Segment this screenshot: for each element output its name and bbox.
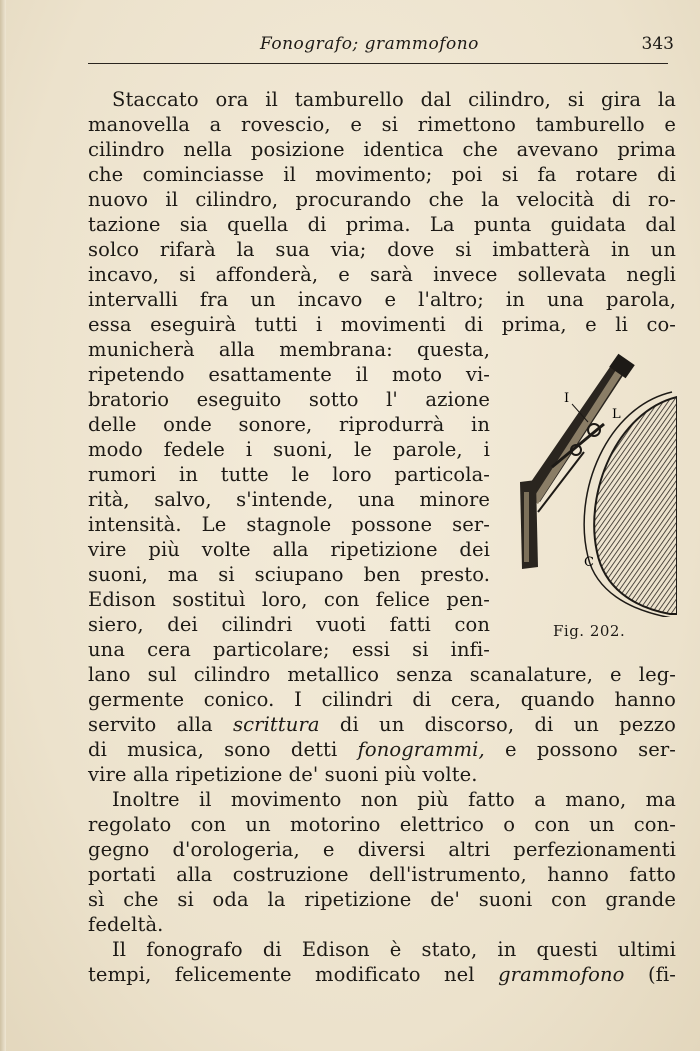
text-line: Inoltre il movimento non più fatto a mano, ma: [112, 788, 676, 811]
text-line: cilindro nella posizione identica che avevano prima: [88, 138, 676, 161]
text-line: servito alla scrittura di un discorso, di un pezzo: [88, 713, 676, 736]
text-line: fedeltà.: [88, 913, 164, 936]
text-line: una cera particolare; essi si infi-: [88, 638, 490, 661]
text-line: Staccato ora il tamburello dal cilindro, si gira la: [112, 88, 676, 111]
text-line: regolato con un motorino elettrico o con un con-: [88, 813, 676, 836]
text-line: vire più volte alla ripetizione dei: [88, 538, 490, 561]
text-line: delle onde sonore, riprodurrà in: [88, 413, 490, 436]
text-line: intervalli fra un incavo e l'altro; in una parola,: [88, 288, 676, 311]
phonograph-stylus-illustration: [512, 352, 677, 617]
text-line: Il fonografo di Edison è stato, in questi ultimi: [112, 938, 676, 961]
text-line: essa eseguirà tutti i movimenti di prima, e li co-: [88, 313, 676, 336]
text-line: intensità. Le stagnole possone ser-: [88, 513, 490, 536]
figure-label-i: I: [564, 391, 570, 406]
text-line: gegno d'orologeria, e diversi altri perfezionamenti: [88, 838, 676, 861]
figure-caption: Fig. 202.: [553, 622, 626, 640]
figure-label-l: L: [612, 407, 621, 422]
text-line: suoni, ma si sciupano ben presto.: [88, 563, 490, 586]
text-line: germente conico. I cilindri di cera, quando hanno: [88, 688, 676, 711]
text-line: portati alla costruzione dell'istrumento, hanno fatto: [88, 863, 676, 886]
page-edge: [0, 0, 6, 1051]
text-line: bratorio eseguito sotto l' azione: [88, 388, 490, 411]
text-line: sì che si oda la ripetizione de' suoni con grande: [88, 888, 676, 911]
text-line: di musica, sono detti fonogrammi, e possono ser-: [88, 738, 677, 761]
text-line: lano sul cilindro metallico senza scanalature, e leg-: [88, 663, 676, 686]
text-line: rumori in tutte le loro particola-: [88, 463, 490, 486]
text-line: nuovo il cilindro, procurando che la velocità di ro-: [88, 188, 676, 211]
text-line: incavo, si affonderà, e sarà invece sollevata negli: [88, 263, 676, 286]
running-title: Fonografo; grammofono: [260, 34, 479, 54]
text-line: municherà alla membrana: questa,: [88, 338, 490, 361]
phonograph-stylus-figure: [512, 352, 677, 617]
running-head: [88, 34, 678, 58]
text-line: tempi, felicemente modificato nel grammofono (fi-: [88, 963, 676, 986]
text-line: siero, dei cilindri vuoti fatti con: [88, 613, 490, 636]
text-line: rità, salvo, s'intende, una minore: [88, 488, 490, 511]
text-line: modo fedele i suoni, le parole, i: [88, 438, 490, 461]
figure-label-c: C: [584, 555, 594, 570]
page-number: 343: [641, 34, 674, 54]
text-line: ripetendo esattamente il moto vi-: [88, 363, 490, 386]
text-line: manovella a rovescio, e si rimettono tamburello e: [88, 113, 676, 136]
text-line: solco rifarà la sua via; dove si imbatterà in un: [88, 238, 676, 261]
text-line: tazione sia quella di prima. La punta guidata dal: [88, 213, 676, 236]
header-rule: [88, 63, 668, 64]
text-line: che cominciasse il movimento; poi si fa rotare di: [88, 163, 676, 186]
text-line: Edison sostituì loro, con felice pen-: [88, 588, 490, 611]
text-line: vire alla ripetizione de' suoni più volte.: [88, 763, 478, 786]
